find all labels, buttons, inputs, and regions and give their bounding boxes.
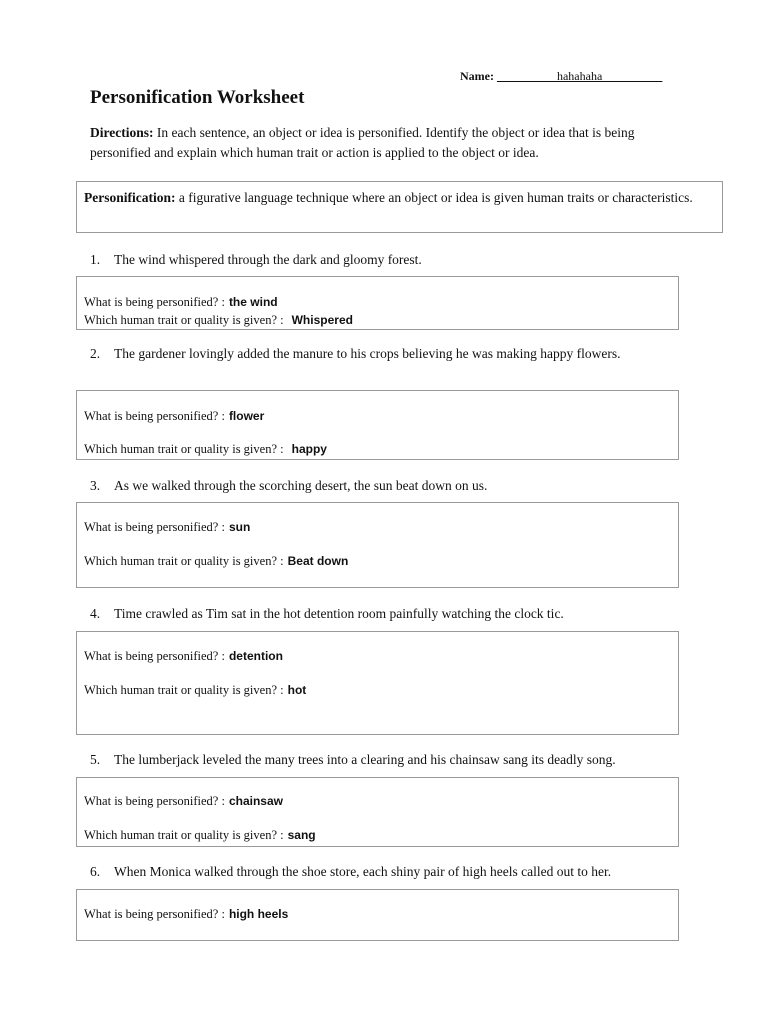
question-number: 1. <box>90 252 101 267</box>
object-answer[interactable]: chainsaw <box>228 794 283 808</box>
page-title: Personification Worksheet <box>90 87 305 108</box>
trait-prompt: Which human trait or quality is given? : <box>84 554 284 568</box>
answer-box-1 <box>76 276 679 330</box>
question-2 <box>90 344 690 364</box>
question-number: 4. <box>90 606 101 621</box>
question-sentence: The gardener lovingly added the manure to his crops believing he was making happy flowers. <box>114 346 621 361</box>
directions-label: Directions: <box>90 125 154 140</box>
object-answer-line <box>84 409 264 424</box>
object-answer-line <box>84 794 283 809</box>
object-prompt: What is being personified? : <box>84 295 225 309</box>
trait-answer[interactable]: happy <box>291 442 327 456</box>
object-prompt: What is being personified? : <box>84 794 225 808</box>
question-number: 2. <box>90 346 101 361</box>
question-5 <box>90 750 700 770</box>
object-prompt: What is being personified? : <box>84 907 225 921</box>
object-prompt: What is being personified? : <box>84 649 225 663</box>
question-6 <box>90 862 700 882</box>
trait-prompt: Which human trait or quality is given? : <box>84 313 284 327</box>
trait-answer[interactable]: sang <box>287 828 316 842</box>
directions-text: In each sentence, an object or idea is personified. Identify the object or idea that is being personified and explain which human trait or action is applied to the object or idea. <box>90 125 635 160</box>
definition-text: a figurative language technique where an object or idea is given human traits or characteristics. <box>178 190 693 205</box>
trait-answer-line <box>84 828 316 843</box>
definition-box <box>76 181 723 233</box>
question-number: 5. <box>90 752 101 767</box>
object-answer[interactable]: the wind <box>228 295 278 309</box>
name-label: Name: <box>460 69 494 83</box>
question-3 <box>90 476 690 496</box>
question-sentence: The lumberjack leveled the many trees into a clearing and his chainsaw sang its deadly song. <box>114 752 616 767</box>
object-answer-line <box>84 649 283 664</box>
object-answer[interactable]: detention <box>228 649 283 663</box>
object-answer-line <box>84 520 250 535</box>
trait-prompt: Which human trait or quality is given? : <box>84 828 284 842</box>
object-answer[interactable]: sun <box>228 520 251 534</box>
answer-box-2 <box>76 390 679 460</box>
question-1 <box>90 250 690 270</box>
trait-prompt: Which human trait or quality is given? : <box>84 442 284 456</box>
answer-box-4 <box>76 631 679 735</box>
object-answer[interactable]: flower <box>228 409 265 423</box>
answer-box-6 <box>76 889 679 941</box>
name-field <box>460 69 662 84</box>
definition-term: Personification: <box>84 190 176 205</box>
object-prompt: What is being personified? : <box>84 409 225 423</box>
answer-box-3 <box>76 502 679 588</box>
question-sentence: As we walked through the scorching desert, the sun beat down on us. <box>114 478 488 493</box>
object-answer[interactable]: high heels <box>228 907 289 921</box>
trait-prompt: Which human trait or quality is given? : <box>84 683 284 697</box>
directions <box>90 123 690 163</box>
object-prompt: What is being personified? : <box>84 520 225 534</box>
question-number: 3. <box>90 478 101 493</box>
object-answer-line <box>84 295 278 310</box>
question-sentence: The wind whispered through the dark and gloomy forest. <box>114 252 422 267</box>
trait-answer[interactable]: Beat down <box>287 554 349 568</box>
trait-answer[interactable]: hot <box>287 683 307 697</box>
name-value: __________hahahaha__________ <box>496 69 663 83</box>
trait-answer[interactable]: Whispered <box>291 313 353 327</box>
question-4 <box>90 604 690 624</box>
question-sentence: Time crawled as Tim sat in the hot detention room painfully watching the clock tic. <box>114 606 564 621</box>
trait-answer-line <box>84 442 327 457</box>
trait-answer-line <box>84 683 306 698</box>
question-number: 6. <box>90 864 101 879</box>
answer-box-5 <box>76 777 679 847</box>
trait-answer-line <box>84 313 353 328</box>
trait-answer-line <box>84 554 348 569</box>
object-answer-line <box>84 907 288 922</box>
question-sentence: When Monica walked through the shoe store, each shiny pair of high heels called out to her. <box>114 864 612 879</box>
